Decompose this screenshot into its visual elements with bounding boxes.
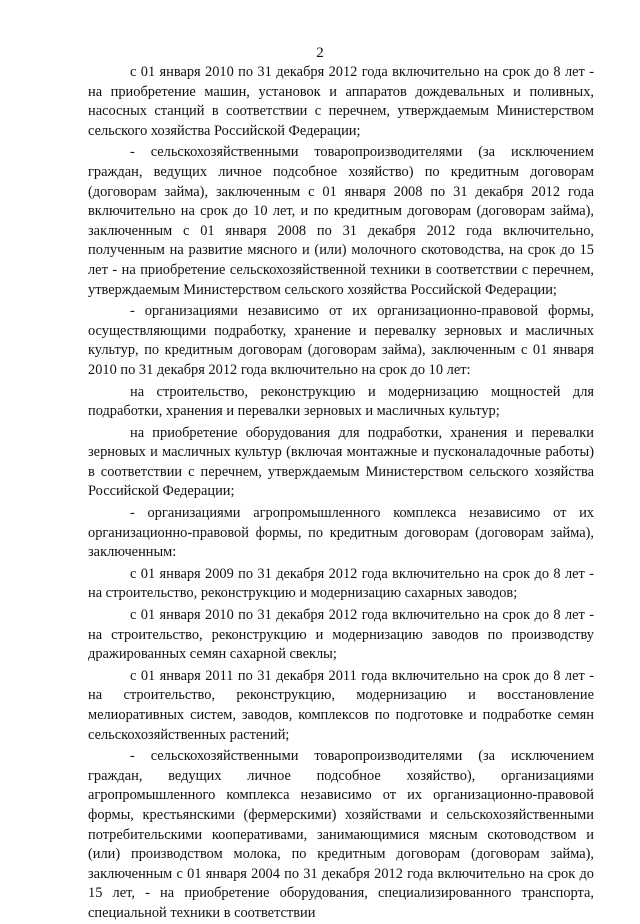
paragraph-grain-equipment: на приобретение оборудования для подработки, хранения и перевалки зерновых и масличных культур (включая монтажные и пусконаладочные работы) в соответствии с перечнем, утверждаемым Министерством сельского хозяйства Российской Федерации; [88, 424, 594, 500]
paragraph-melioration-systems: с 01 января 2011 по 31 декабря 2011 года включительно на срок до 8 лет - на строительство, реконструкцию, модернизацию и восстановление мелиоративных систем, заводов, комплексов по подготовке и подработке семян сельскохозяйственных растений; [88, 667, 594, 743]
paragraph-livestock-equipment: - сельскохозяйственными товаропроизводителями (за исключением граждан, ведущих личное подсобное хозяйство), организациями агропромышленного комплекса независимо от их организационно-правовой формы, крестьянскими (фермерскими) хозяйствами и сельскохозяйственными потребительскими кооперативами, занимающимися мясным скотоводством и (или) производством молока, по кредитным договорам (договорам займа), заключенным с 01 января 2004 по 31 декабря 2012 года включительно на срок до 15 лет, - на приобретение оборудования, специализированного транспорта, специальной техники в соответствии [88, 748, 594, 921]
paragraph-agro-industrial-organizations: - организациями агропромышленного комплекса независимо от их организационно-правовой формы, по кредитным договорам (договорам займа), заключенным: [88, 505, 594, 561]
paragraph-agricultural-producers-machinery: - сельскохозяйственными товаропроизводителями (за исключением граждан, ведущих личное подсобное хозяйство) по кредитным договорам (договорам займа), заключенным с 01 января 2008 по 31 декабря 2012 года включительно на срок до 10 лет, и по кредитным договорам (договорам займа), заключенным с 01 января 2008 по 31 декабря 2012 года включительно, полученным на развитие мясного и (или) молочного скотоводства, на срок до 15 лет - на приобретение сельскохозяйственной техники в соответствии с перечнем, утверждаемым Министерством сельского хозяйства Российской Федерации; [88, 144, 594, 298]
paragraph-grain-construction: на строительство, реконструкцию и модернизацию мощностей для подработки, хранения и перевалки зерновых и масличных культур; [88, 383, 594, 420]
paragraph-sugar-beet-seeds: с 01 января 2010 по 31 декабря 2012 года включительно на срок до 8 лет - на строительство, реконструкцию и модернизацию заводов по производству дражированных семян сахарной свеклы; [88, 607, 594, 663]
document-body [88, 63, 594, 924]
paragraph-irrigation-equipment: с 01 января 2010 по 31 декабря 2012 года включительно на срок до 8 лет - на приобретение машин, установок и аппаратов дождевальных и поливных, насосных станций в соответствии с перечнем, утверждаемым Министерством сельского хозяйства Российской Федерации; [88, 64, 594, 139]
paragraph-sugar-factories: с 01 января 2009 по 31 декабря 2012 года включительно на срок до 8 лет - на строительство, реконструкцию и модернизацию сахарных заводов; [88, 565, 594, 602]
page-number: 2 [316, 45, 324, 61]
paragraph-grain-organizations: - организациями независимо от их организационно-правовой формы, осуществляющими подработку, хранение и перевалку зерновых и масличных культур, по кредитным договорам (договорам займа), заключенным с 01 января 2010 по 31 декабря 2012 года включительно на срок до 10 лет: [88, 303, 594, 378]
